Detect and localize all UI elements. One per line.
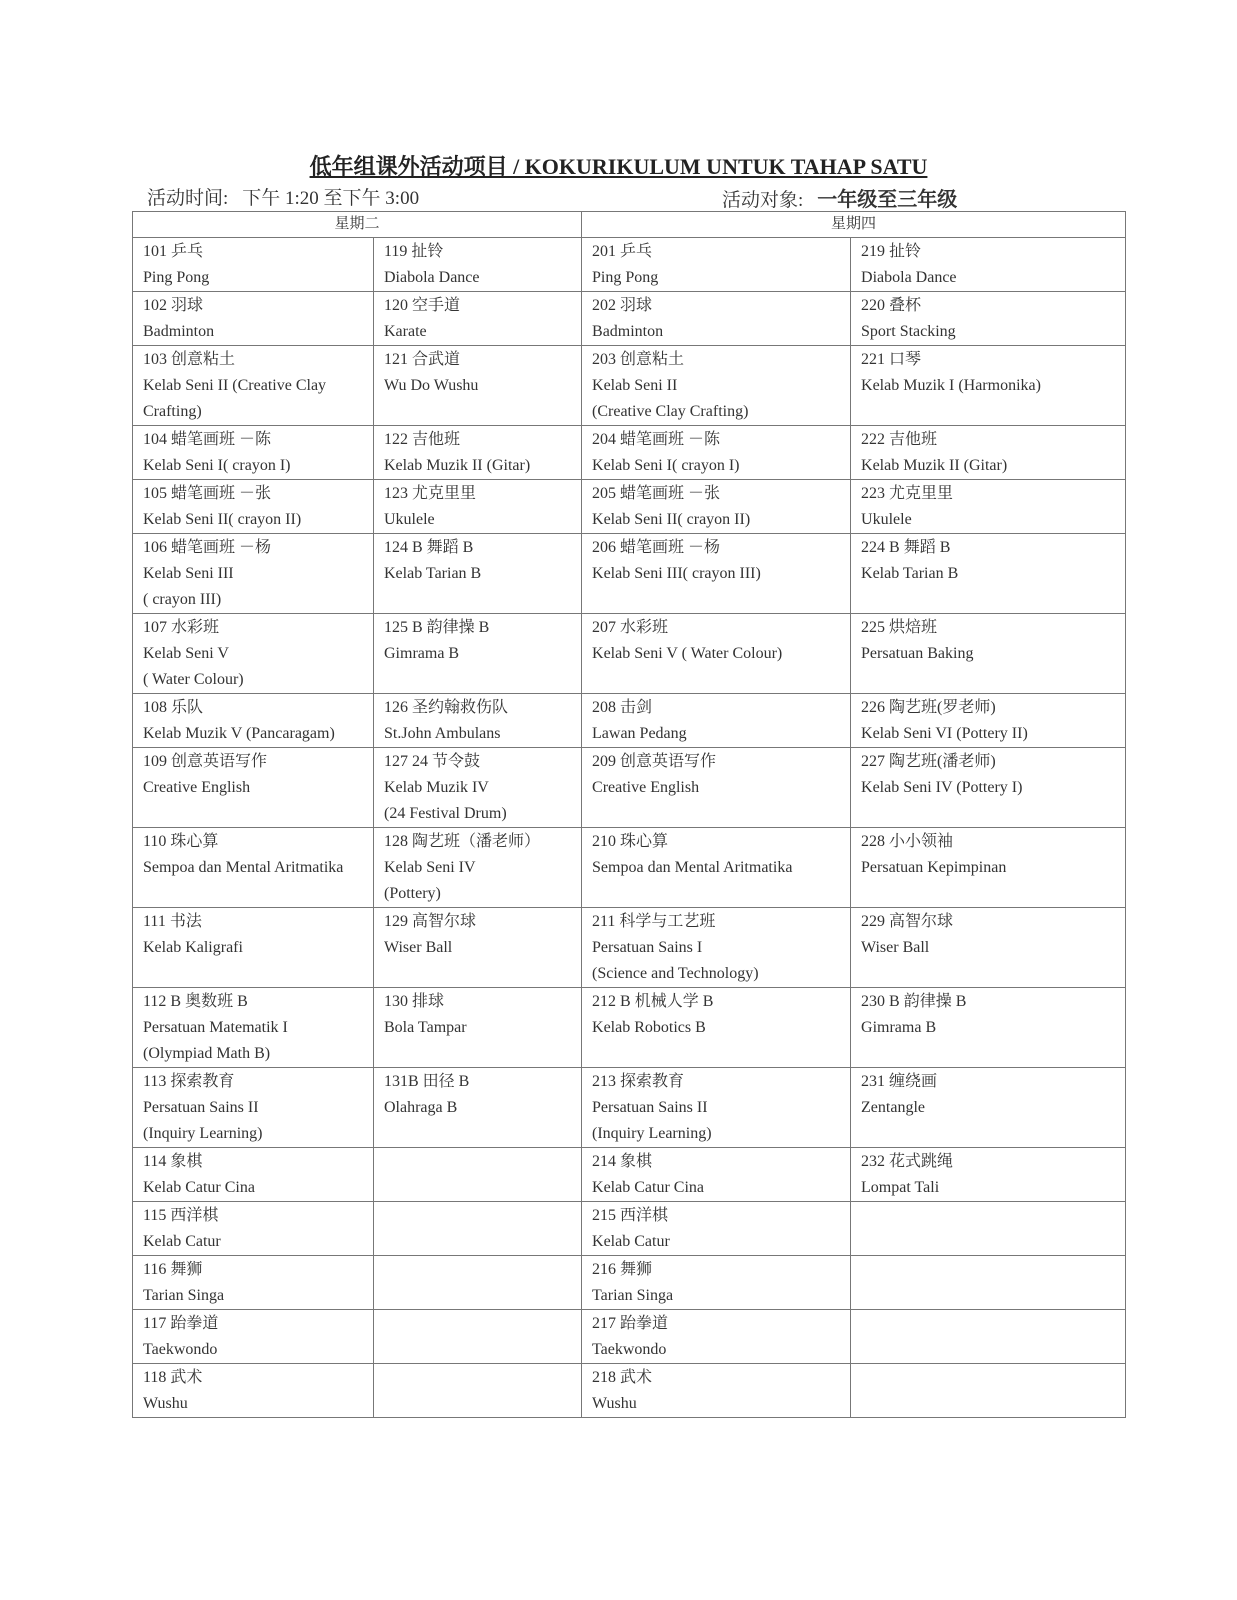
activity-detail: Persatuan Kepimpinan — [861, 859, 1007, 876]
activity-cell — [374, 1310, 582, 1364]
activity-detail: Kelab Muzik II (Gitar) — [861, 457, 1008, 474]
activity-code-name: 128 陶艺班（潘老师） — [384, 833, 541, 850]
table-row — [133, 426, 1126, 480]
table-row — [133, 534, 1126, 614]
activity-detail: Olahraga B — [384, 1099, 458, 1116]
activity-code-name: 217 跆拳道 — [592, 1315, 669, 1332]
activity-cell — [133, 1310, 374, 1364]
activity-detail: Crafting) — [143, 403, 202, 420]
activity-cell — [851, 1256, 1126, 1310]
activity-code-name: 121 合武道 — [384, 351, 461, 368]
activity-cell — [851, 1068, 1126, 1148]
activity-cell — [133, 828, 374, 908]
activity-code-name: 232 花式跳绳 — [861, 1153, 954, 1170]
activity-cell — [133, 694, 374, 748]
activity-detail: (Inquiry Learning) — [143, 1125, 263, 1142]
activity-cell — [133, 292, 374, 346]
activity-cell — [582, 1202, 851, 1256]
activity-code-name: 115 西洋棋 — [143, 1207, 219, 1224]
activity-detail: Diabola Dance — [861, 269, 957, 286]
activity-time — [147, 183, 419, 210]
activity-code-name: 224 B 舞蹈 B — [861, 539, 951, 556]
activity-cell — [374, 908, 582, 988]
activity-cell — [374, 1256, 582, 1310]
activity-cell — [582, 828, 851, 908]
activity-cell — [851, 1310, 1126, 1364]
activity-cell — [851, 1202, 1126, 1256]
activity-detail: Badminton — [592, 323, 664, 340]
activity-cell — [582, 1148, 851, 1202]
activity-detail: Kelab Seni IV (Pottery I) — [861, 779, 1023, 796]
activity-code-name: 107 水彩班 — [143, 619, 220, 636]
activity-code-name: 111 书法 — [143, 913, 202, 930]
day-header-thursday: 星期四 — [582, 212, 1126, 238]
activity-code-name: 206 蜡笔画班 －杨 — [592, 539, 721, 556]
activity-detail: Persatuan Baking — [861, 645, 974, 662]
activity-cell — [582, 238, 851, 292]
activity-code-name: 106 蜡笔画班 －杨 — [143, 539, 272, 556]
activity-cell — [851, 694, 1126, 748]
activity-code-name: 203 创意粘土 — [592, 351, 685, 368]
activity-cell — [851, 748, 1126, 828]
activity-detail: Kelab Seni II( crayon II) — [592, 511, 751, 528]
activity-detail: Kelab Seni III( crayon III) — [592, 565, 761, 582]
activity-code-name: 225 烘焙班 — [861, 619, 938, 636]
activity-detail: ( Water Colour) — [143, 671, 244, 688]
activity-cell — [133, 238, 374, 292]
activity-code-name: 231 缠绕画 — [861, 1073, 938, 1090]
activity-cell — [851, 988, 1126, 1068]
activity-detail: (Olympiad Math B) — [143, 1045, 271, 1062]
activity-code-name: 216 舞狮 — [592, 1261, 653, 1278]
activity-detail: Sempoa dan Mental Aritmatika — [592, 859, 793, 876]
activity-cell — [133, 1068, 374, 1148]
activity-code-name: 120 空手道 — [384, 297, 461, 314]
activity-cell — [133, 908, 374, 988]
activity-cell — [374, 614, 582, 694]
activity-detail: Sport Stacking — [861, 323, 956, 340]
activity-detail: Diabola Dance — [384, 269, 480, 286]
activity-cell — [133, 1256, 374, 1310]
activity-cell — [133, 480, 374, 534]
activity-detail: Taekwondo — [592, 1341, 667, 1358]
activity-code-name: 228 小小领袖 — [861, 833, 954, 850]
activity-cell — [133, 426, 374, 480]
activity-cell — [374, 426, 582, 480]
activity-detail: Kelab Seni I( crayon I) — [143, 457, 291, 474]
activity-code-name: 117 跆拳道 — [143, 1315, 219, 1332]
activity-code-name: 222 吉他班 — [861, 431, 938, 448]
activity-code-name: 108 乐队 — [143, 699, 204, 716]
activity-detail: Karate — [384, 323, 427, 340]
table-row — [133, 1202, 1126, 1256]
activity-code-name: 223 尤克里里 — [861, 485, 954, 502]
activity-detail: Ukulele — [861, 511, 912, 528]
activity-code-name: 119 扯铃 — [384, 243, 444, 260]
activity-cell — [851, 1364, 1126, 1418]
activity-code-name: 123 尤克里里 — [384, 485, 477, 502]
table-row — [133, 1310, 1126, 1364]
activity-code-name: 229 高智尔球 — [861, 913, 954, 930]
activity-cell — [374, 534, 582, 614]
activity-cell — [374, 1068, 582, 1148]
activity-detail: Kelab Seni II( crayon II) — [143, 511, 302, 528]
activity-cell — [374, 480, 582, 534]
activity-code-name: 201 乒乓 — [592, 243, 653, 260]
activity-detail: St.John Ambulans — [384, 725, 501, 742]
activity-cell — [582, 426, 851, 480]
activity-detail: Persatuan Sains II — [592, 1099, 708, 1116]
activity-cell — [374, 1364, 582, 1418]
activity-code-name: 208 击剑 — [592, 699, 653, 716]
activity-cell — [851, 238, 1126, 292]
activity-detail: Tarian Singa — [143, 1287, 225, 1304]
activity-detail: (Science and Technology) — [592, 965, 759, 982]
activity-detail: Zentangle — [861, 1099, 925, 1116]
activity-cell — [133, 748, 374, 828]
activity-detail: (24 Festival Drum) — [384, 805, 507, 822]
activity-detail: Lompat Tali — [861, 1179, 940, 1196]
table-row — [133, 238, 1126, 292]
activity-detail: Creative English — [592, 779, 700, 796]
activity-cell — [851, 1148, 1126, 1202]
activity-code-name: 215 西洋棋 — [592, 1207, 669, 1224]
activity-detail: (Creative Clay Crafting) — [592, 403, 749, 420]
activity-code-name: 205 蜡笔画班 －张 — [592, 485, 721, 502]
activity-code-name: 109 创意英语写作 — [143, 753, 268, 770]
activity-code-name: 207 水彩班 — [592, 619, 669, 636]
activity-detail: Gimrama B — [384, 645, 460, 662]
table-row — [133, 292, 1126, 346]
activity-target-value: 一年级至三年级 — [817, 189, 958, 211]
activity-code-name: 127 24 节令鼓 — [384, 753, 481, 770]
activity-code-name: 126 圣约翰救伤队 — [384, 699, 509, 716]
activity-detail: Ping Pong — [143, 269, 210, 286]
activity-cell — [133, 988, 374, 1068]
activity-cell — [374, 346, 582, 426]
activity-detail: Kelab Seni VI (Pottery II) — [861, 725, 1028, 742]
activity-code-name: 214 象棋 — [592, 1153, 653, 1170]
activity-code-name: 211 科学与工艺班 — [592, 913, 716, 930]
activity-cell — [374, 748, 582, 828]
activity-code-name: 104 蜡笔画班 －陈 — [143, 431, 272, 448]
activity-code-name: 220 叠杯 — [861, 297, 922, 314]
activity-cell — [582, 292, 851, 346]
table-row — [133, 988, 1126, 1068]
activity-detail: Gimrama B — [861, 1019, 937, 1036]
activity-cell — [851, 614, 1126, 694]
activity-cell — [374, 828, 582, 908]
activity-cell — [582, 988, 851, 1068]
table-row — [133, 1256, 1126, 1310]
table-row — [133, 1364, 1126, 1418]
activity-detail: Kelab Seni II — [592, 377, 678, 394]
activity-code-name: 209 创意英语写作 — [592, 753, 717, 770]
table-row — [133, 908, 1126, 988]
activity-detail: Badminton — [143, 323, 215, 340]
activity-code-name: 124 B 舞蹈 B — [384, 539, 474, 556]
activity-detail: Sempoa dan Mental Aritmatika — [143, 859, 344, 876]
activity-cell — [133, 346, 374, 426]
activity-detail: Kelab Seni V ( Water Colour) — [592, 645, 783, 662]
activity-cell — [582, 1310, 851, 1364]
activity-detail: Kelab Seni V — [143, 645, 229, 662]
activity-cell — [582, 908, 851, 988]
activity-detail: Kelab Catur Cina — [143, 1179, 255, 1196]
activity-cell — [582, 1256, 851, 1310]
activity-detail: (Inquiry Learning) — [592, 1125, 712, 1142]
table-row — [133, 1148, 1126, 1202]
table-row — [133, 614, 1126, 694]
activity-detail: Ping Pong — [592, 269, 659, 286]
activity-code-name: 230 B 韵律操 B — [861, 993, 967, 1010]
activity-code-name: 219 扯铃 — [861, 243, 922, 260]
activity-detail: (Pottery) — [384, 885, 441, 902]
activity-detail: Lawan Pedang — [592, 725, 687, 742]
activity-detail: Wiser Ball — [384, 939, 453, 956]
activity-code-name: 221 口琴 — [861, 351, 922, 368]
activity-cell — [133, 614, 374, 694]
activity-cell — [133, 1364, 374, 1418]
activity-detail: Kelab Muzik II (Gitar) — [384, 457, 531, 474]
activity-cell — [582, 1068, 851, 1148]
activity-detail: Tarian Singa — [592, 1287, 674, 1304]
activity-detail: Kelab Catur Cina — [592, 1179, 704, 1196]
activity-cell — [851, 534, 1126, 614]
activity-code-name: 101 乒乓 — [143, 243, 204, 260]
activity-detail: Taekwondo — [143, 1341, 218, 1358]
activity-code-name: 218 武术 — [592, 1369, 653, 1386]
activity-target-label: 活动对象: — [722, 190, 804, 211]
activity-code-name: 210 珠心算 — [592, 833, 669, 850]
activity-code-name: 204 蜡笔画班 －陈 — [592, 431, 721, 448]
activity-code-name: 122 吉他班 — [384, 431, 461, 448]
activity-detail: Kelab Catur — [143, 1233, 221, 1250]
activity-code-name: 129 高智尔球 — [384, 913, 477, 930]
activity-code-name: 116 舞狮 — [143, 1261, 203, 1278]
activity-code-name: 114 象棋 — [143, 1153, 203, 1170]
activity-detail: Persatuan Sains II — [143, 1099, 259, 1116]
activity-detail: Persatuan Sains I — [592, 939, 703, 956]
activity-detail: Kelab Seni I( crayon I) — [592, 457, 740, 474]
activity-cell — [582, 1364, 851, 1418]
activity-code-name: 226 陶艺班(罗老师) — [861, 699, 996, 716]
activity-code-name: 110 珠心算 — [143, 833, 219, 850]
activity-code-name: 118 武术 — [143, 1369, 203, 1386]
activity-code-name: 227 陶艺班(潘老师) — [861, 753, 996, 770]
activity-detail: Kelab Kaligrafi — [143, 939, 243, 956]
activity-code-name: 130 排球 — [384, 993, 445, 1010]
activity-code-name: 202 羽球 — [592, 297, 653, 314]
activity-detail: Bola Tampar — [384, 1019, 467, 1036]
activity-detail: Wushu — [592, 1395, 637, 1412]
activity-detail: Kelab Tarian B — [861, 565, 959, 582]
activity-code-name: 131B 田径 B — [384, 1073, 470, 1090]
activity-detail: Kelab Seni III — [143, 565, 234, 582]
activity-detail: Persatuan Matematik I — [143, 1019, 288, 1036]
activity-cell — [582, 534, 851, 614]
activity-code-name: 102 羽球 — [143, 297, 204, 314]
activity-cell — [851, 292, 1126, 346]
activity-cell — [133, 1148, 374, 1202]
table-row — [133, 346, 1126, 426]
activity-table-body — [133, 238, 1126, 1418]
activity-cell — [582, 480, 851, 534]
activity-cell — [851, 828, 1126, 908]
activity-cell — [851, 346, 1126, 426]
activity-cell — [851, 426, 1126, 480]
activity-detail: Kelab Muzik IV — [384, 779, 489, 796]
activity-detail: Ukulele — [384, 511, 435, 528]
activity-detail: Kelab Muzik I (Harmonika) — [861, 377, 1041, 394]
activity-time-value: 下午 1:20 至下午 3:00 — [242, 188, 420, 209]
activity-detail: Kelab Tarian B — [384, 565, 482, 582]
activity-detail: ( crayon III) — [143, 591, 222, 608]
activity-detail: Creative English — [143, 779, 251, 796]
page-title: 低年组课外活动项目 / KOKURIKULUM UNTUK TAHAP SATU — [309, 154, 928, 179]
activity-target — [722, 183, 957, 212]
activity-detail: Wiser Ball — [861, 939, 930, 956]
activity-detail: Kelab Catur — [592, 1233, 670, 1250]
activity-cell — [374, 1202, 582, 1256]
activity-code-name: 212 B 机械人学 B — [592, 993, 714, 1010]
activity-cell — [582, 614, 851, 694]
activity-time-label: 活动时间: — [147, 188, 229, 209]
activity-cell — [374, 292, 582, 346]
activity-detail: Kelab Seni IV — [384, 859, 476, 876]
table-row — [133, 694, 1126, 748]
table-row — [133, 480, 1126, 534]
table-row — [133, 1068, 1126, 1148]
activity-detail: Kelab Muzik V (Pancaragam) — [143, 725, 335, 742]
activity-cell — [374, 988, 582, 1068]
activity-code-name: 103 创意粘土 — [143, 351, 236, 368]
activity-code-name: 105 蜡笔画班 －张 — [143, 485, 272, 502]
day-header-row — [133, 212, 1126, 238]
table-row — [133, 828, 1126, 908]
activity-cell — [374, 1148, 582, 1202]
activity-detail: Wu Do Wushu — [384, 377, 479, 394]
activity-detail: Kelab Seni II (Creative Clay — [143, 377, 327, 394]
activity-detail: Wushu — [143, 1395, 188, 1412]
activity-cell — [374, 238, 582, 292]
activity-code-name: 125 B 韵律操 B — [384, 619, 490, 636]
activity-table — [132, 211, 1126, 1418]
activity-code-name: 213 探索教育 — [592, 1073, 685, 1090]
activity-code-name: 112 B 奥数班 B — [143, 993, 248, 1010]
day-header-tuesday: 星期二 — [133, 212, 582, 238]
activity-code-name: 113 探索教育 — [143, 1073, 235, 1090]
table-row — [133, 748, 1126, 828]
activity-info — [147, 183, 997, 209]
activity-cell — [851, 480, 1126, 534]
activity-cell — [133, 1202, 374, 1256]
activity-cell — [582, 694, 851, 748]
activity-detail: Kelab Robotics B — [592, 1019, 706, 1036]
activity-cell — [582, 748, 851, 828]
activity-cell — [851, 908, 1126, 988]
activity-cell — [374, 694, 582, 748]
activity-cell — [582, 346, 851, 426]
activity-cell — [133, 534, 374, 614]
